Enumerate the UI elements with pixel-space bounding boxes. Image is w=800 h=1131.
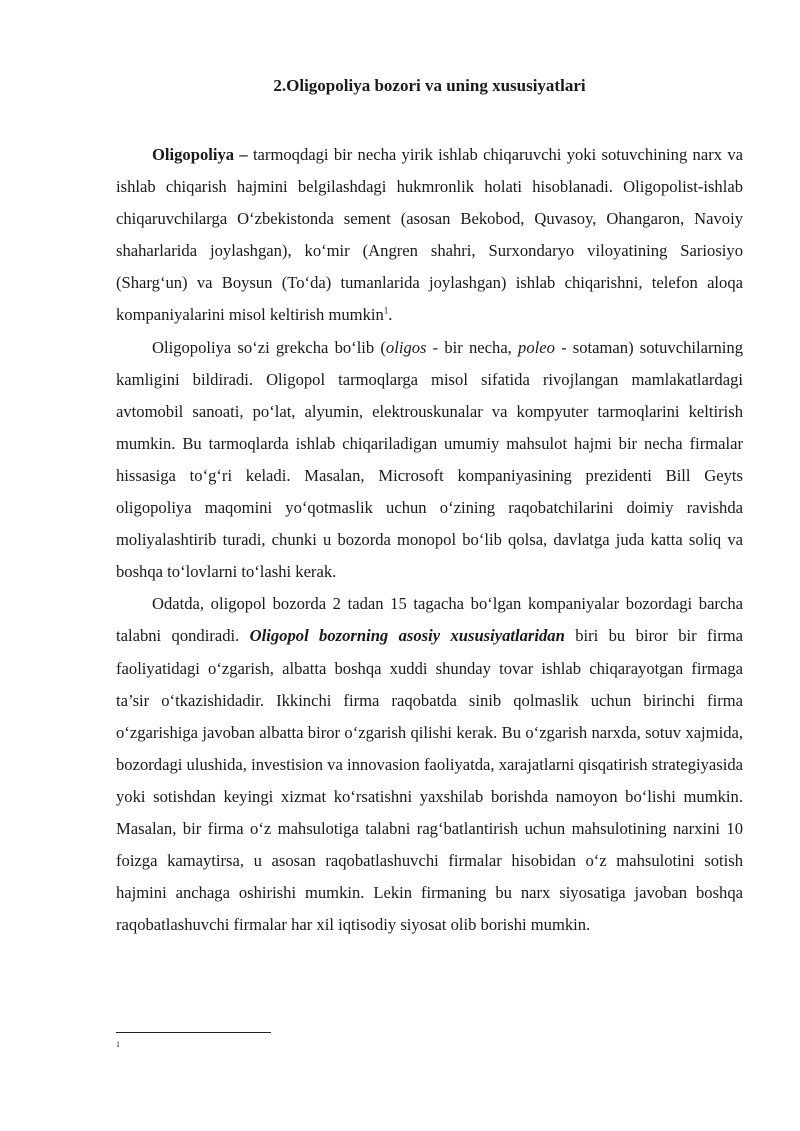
emphasis-main-features: Oligopol bozorning asosiy xususiyatlaridan — [249, 626, 565, 646]
definition-text: tarmoqdagi bir necha yirik ishlab chiqaruvchi yoki sotuvchining narx va ishlab chiqarish hajmini belgilashdagi hukmronlik holati hisoblanadi. Oligopolist-ishlab chiqaruvchilarga O‘zbekistonda sement (asosan Bekobod, Quvasoy, Ohangaron, Navoiy shaharlarida joylashgan), ko‘mir (Angren shahri, Surxondaryo viloyatining Sariosiyo (Sharg‘un) va Boysun (To‘da) tumanlarida joylashgan) ishlab chiqarishni, telefon aloqa kompaniyalarini misol keltirish mumkin — [116, 145, 743, 325]
document-body — [116, 139, 743, 941]
footnote-reference[interactable]: 1 — [383, 305, 389, 316]
paragraph-definition: Oligopoliya – tarmoqdagi bir necha yirik ishlab chiqaruvchi yoki sotuvchining narx va ishlab chiqarish hajmini belgilashdagi hukmronlik holati hisoblanadi. Oligopolist-ishlab chiqaruvchilarga O‘zbekistonda sement (asosan Bekobod, Quvasoy, Ohangaron, Navoiy shaharlarida joylashgan), ko‘mir (Angren shahri, Surxondaryo viloyatining Sariosiyo (Sharg‘un) va Boysun (To‘da) tumanlarida joylashgan) ishlab chiqarishni, telefon aloqa kompaniyalarini misol keltirish mumkin$^1$. — [116, 145, 743, 325]
term-oligopoliya: Oligopoliya – — [152, 145, 248, 164]
paragraph-etymology: Oligopoliya so‘zi grekcha bo‘lib (oligos - bir necha, poleo - sotaman) sotuvchilarning kamligini bildiradi. Oligopol tarmoqlarga misol sifatida rivojlangan mamlakatlardagi avtomobil sanoati, po‘lat, alyumin, elektrouskunalar va kompyuter tarmoqlarini keltirish mumkin. Bu tarmoqlarda ishlab chiqariladigan umumiy mahsulot hajmi bir necha firmalar hissasiga to‘g‘ri keladi. Masalan, Microsoft kompaniyasining prezidenti Bill Geyts oligopoliya maqomini yo‘qotmaslik uchun o‘zining raqobatchilarini doimiy ravishda moliyalashtirib turadi, chunki u bozorda monopol bo‘lib qolsa, davlatga juda katta soliq va boshqa to‘lovlarni to‘lashi kerak. — [116, 337, 744, 582]
footnote-mark: 1 — [116, 1040, 120, 1049]
paragraph-features: Odatda, oligopol bozorda 2 tadan 15 tagacha bo‘lgan kompaniyalar bozordagi barcha talabni qondiradi. Oligopol bozorning asosiy xususiyatlaridan biri bu biror bir firma faoliyatidagi o‘zgarish, albatta boshqa xuddi shunday tovar ishlab chiqarayotgan firmaga ta’sir o‘tkazishidadir. Ikkinchi firma raqobatda sinib qolmaslik uchun birinchi firma o‘zgarishiga javoban albatta biror o‘zgarish qilishi kerak. Bu o‘zgarish narxda, sotuv xajmida, bozordagi ulushida, investision va innovasion faoliyatda, xarajatlarni qisqatirish strategiyasida yoki sotishdan keyingi xizmat ko‘rsatishni yaxshilab borishda namoyon bo‘lishi mumkin. Masalan, bir firma o‘z mahsulotiga talabni rag‘batlantirish uchun mahsulotining narxini 10 foizga kamaytirsa, u asosan raqobatlashuvchi firmalar hisobidan o‘z mahsulotini sotish hajmini anchaga oshirishi mumkin. Lekin firmaning bu narx siyosatiga javoban boshqa raqobatlashuvchi firmalar har xil iqtisodiy siyosat olib borishi mumkin. — [116, 594, 743, 935]
section-title: 2.Oligopoliya bozori va uning xususiyatlari — [273, 76, 586, 95]
word-poleo: poleo — [518, 337, 555, 357]
word-oligos: oligos — [385, 337, 427, 357]
footnote-separator — [116, 1032, 271, 1033]
